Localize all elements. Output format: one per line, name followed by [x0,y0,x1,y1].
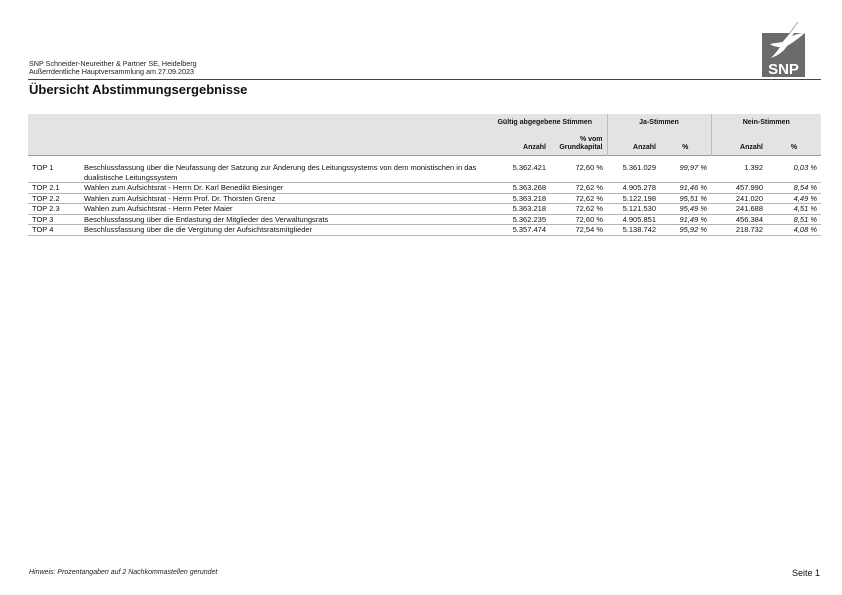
snp-logo [762,21,805,77]
valid-pct: 72,54 % [575,225,603,234]
no-count: 241.688 [735,204,763,213]
yes-pct: 91,46 % [679,183,707,192]
valid-count: 5.363.218 [512,193,546,203]
no-pct: 4,08 % [793,225,817,234]
company-header [29,60,197,77]
resolution-description: Beschlussfassung über die Entlastung der Mitglieder des Verwaltungsrats [84,214,329,224]
no-pct: 8,51 % [793,214,817,224]
yes-pct: 95,49 % [679,204,707,213]
valid-pct: 72,62 % [575,204,603,213]
header-no-count: Anzahl [711,128,767,156]
valid-pct: 72,62 % [575,193,603,203]
header-yes-count: Anzahl [607,128,660,156]
agenda-item: TOP 2.3 [32,204,60,213]
no-count: 456.384 [735,214,763,224]
page-number: Seite 1 [791,568,820,578]
yes-pct: 99,97 % [679,163,707,172]
table-row [28,214,821,225]
valid-count: 5.357.474 [512,225,546,234]
yes-pct: 95,51 % [679,193,707,203]
no-count: 218.732 [735,225,763,234]
agenda-item: TOP 4 [32,225,54,234]
company-name: SNP Schneider-Neureither & Partner SE, Heidelberg [29,59,197,68]
header-no-votes: Nein-Stimmen [711,114,821,128]
header-valid-pct-line1: % vom [579,136,603,143]
header-blank [80,128,483,156]
no-count: 457.990 [735,183,763,192]
header-divider [28,79,821,80]
no-pct: 4,49 % [793,193,817,203]
swallow-logo-icon [762,21,805,77]
header-blank [80,114,483,128]
no-count: 1.392 [744,163,763,172]
table-row [28,156,821,183]
valid-pct: 72,62 % [575,183,603,192]
no-count: 241.020 [735,193,763,203]
resolution-description: Beschlussfassung über die Neufassung der Satzung zur Änderung des Leitungssystems von dem monistischen in das dualistische Leitungssystem [84,163,477,182]
valid-count: 5.363.218 [512,204,546,213]
yes-pct: 91,49 % [679,214,707,224]
yes-count: 4.905.278 [622,183,656,192]
yes-count: 5.138.742 [622,225,656,234]
resolution-description: Wahlen zum Aufsichtsrat - Herrn Dr. Karl Benedikt Biesinger [84,183,284,192]
table-row [28,204,821,215]
yes-count: 5.121.530 [622,204,656,213]
header-valid-pct-line2: Grundkapital [559,144,603,151]
yes-count: 5.122.198 [622,193,656,203]
header-valid-votes: Gültig abgegebene Stimmen [483,114,607,128]
agenda-item: TOP 2.2 [32,193,60,203]
yes-count: 5.361.029 [622,163,656,172]
valid-count: 5.363.268 [512,183,546,192]
header-blank [28,128,80,156]
no-pct: 0,03 % [793,163,817,172]
table-row [28,193,821,204]
agenda-item: TOP 2.1 [32,183,60,192]
resolution-description: Beschlussfassung über die die Vergütung der Aufsichtsratsmitglieder [84,225,313,234]
table-sub-header-row [28,128,821,156]
valid-count: 5.362.421 [512,163,546,172]
page-title: Übersicht Abstimmungsergebnisse [29,82,248,97]
no-pct: 8,54 % [793,183,817,192]
header-valid-count: Anzahl [483,128,550,156]
valid-pct: 72,60 % [575,214,603,224]
agenda-item: TOP 1 [32,163,54,172]
resolution-description: Wahlen zum Aufsichtsrat - Herrn Prof. Dr. Thorsten Grenz [84,193,276,203]
header-valid-pct [550,128,607,156]
header-blank [28,114,80,128]
agenda-item: TOP 3 [32,214,54,224]
table-row [28,225,821,236]
table-row [28,183,821,194]
rounding-note: Hinweis: Prozentangaben auf 2 Nachkommastellen gerundet [29,569,218,576]
header-no-pct: % [767,128,821,156]
meeting-name: Außerrdentliche Hauptversammlung am 27.09.2023 [29,67,195,77]
resolution-description: Wahlen zum Aufsichtsrat - Herrn Peter Maier [84,204,233,213]
table-group-header-row [28,114,821,128]
valid-pct: 72,60 % [575,163,603,172]
voting-results-table [28,114,821,236]
yes-count: 4.905.851 [622,214,656,224]
logo-text: SNP [768,61,799,77]
valid-count: 5.362.235 [512,214,546,224]
no-pct: 4,51 % [793,204,817,213]
header-yes-votes: Ja-Stimmen [607,114,711,128]
yes-pct: 95,92 % [679,225,707,234]
header-yes-pct: % [660,128,711,156]
